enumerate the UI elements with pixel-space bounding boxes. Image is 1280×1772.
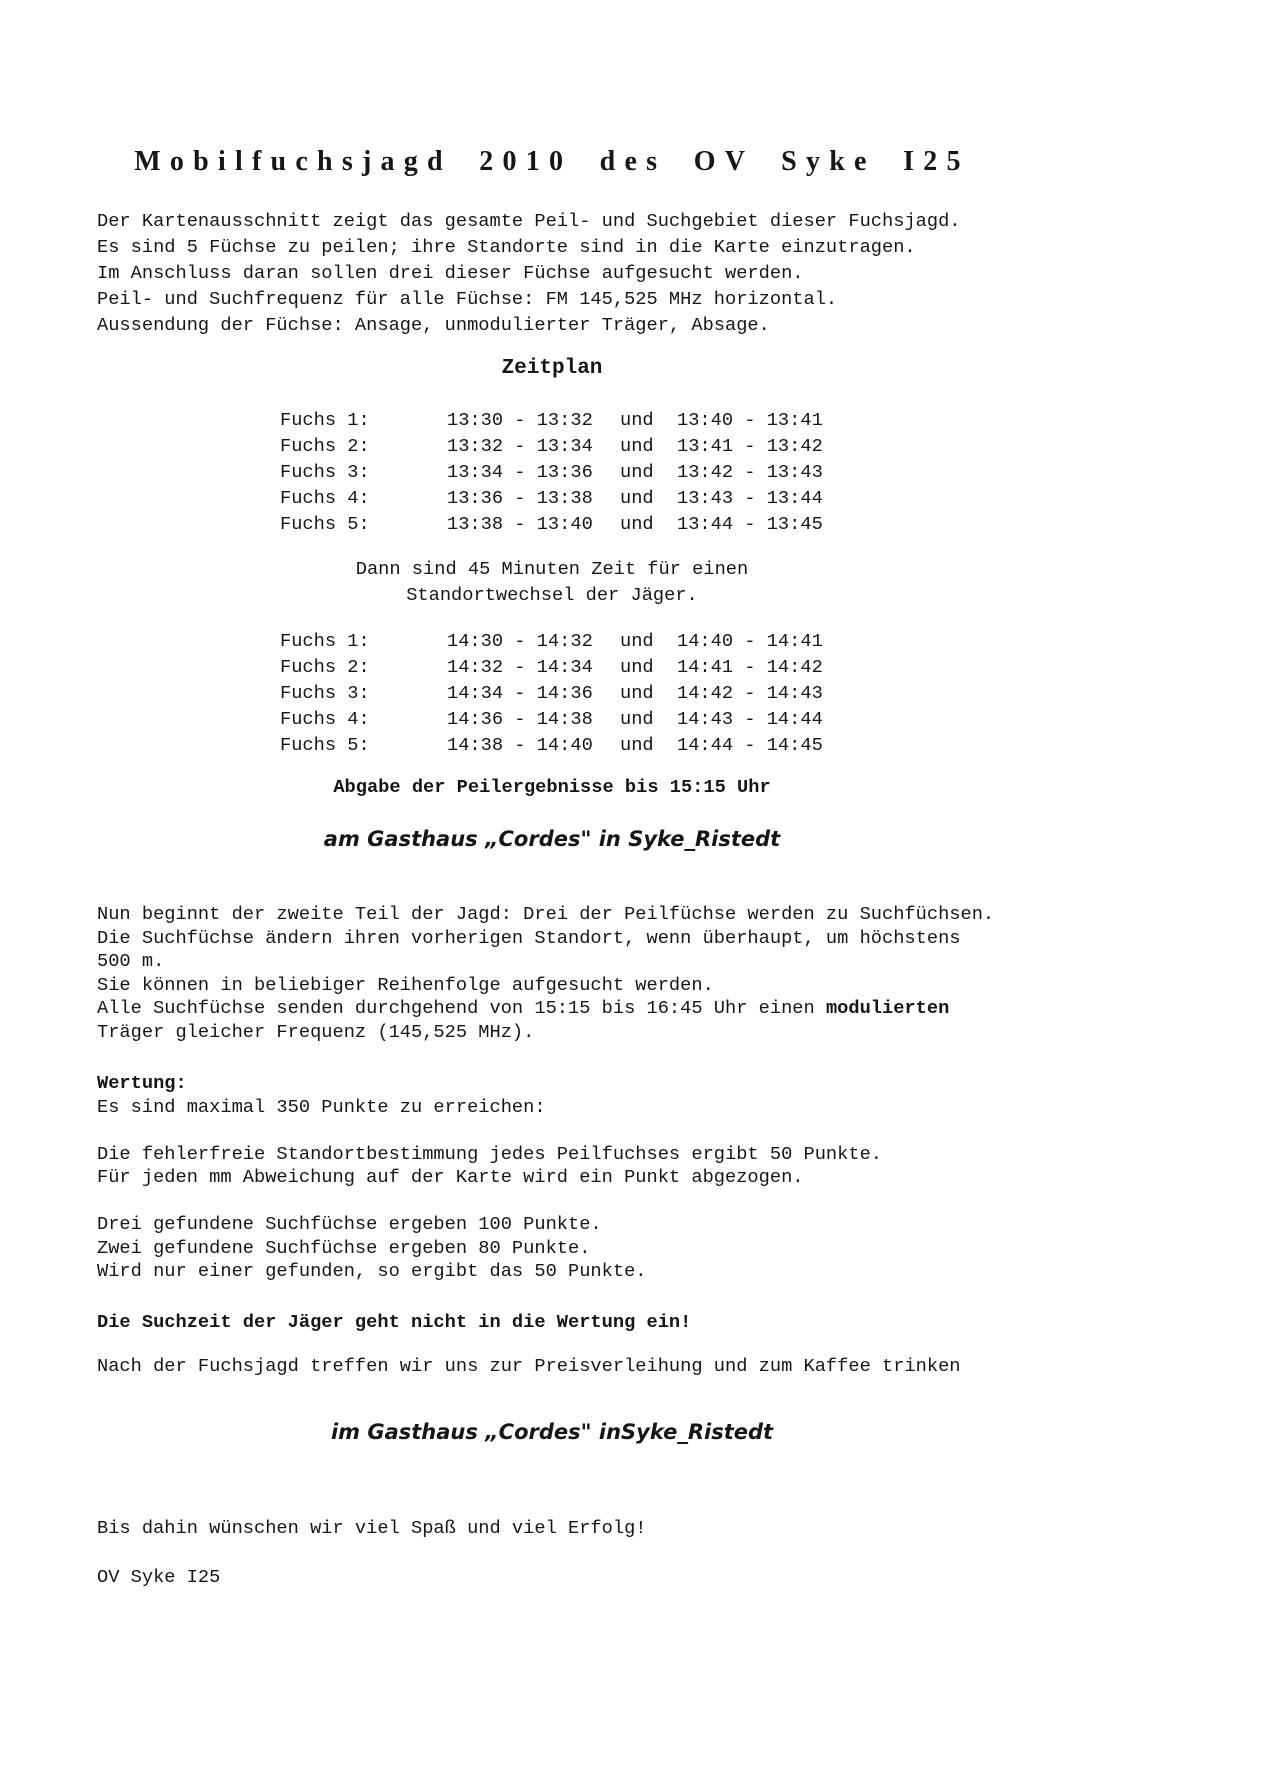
fox-label: Fuchs 1:: [280, 409, 370, 431]
conjunction: und: [620, 461, 654, 483]
interlude-line: Dann sind 45 Minuten Zeit für einen: [355, 558, 749, 580]
signature-line: OV Syke I25: [97, 1565, 221, 1588]
meeting-line: Nach der Fuchsjagd treffen wir uns zur Preisverleihung und zum Kaffee trinken: [97, 1354, 961, 1377]
second-part-paragraph: [97, 903, 1280, 1044]
body-line: Es sind maximal 350 Punkte zu erreichen:: [97, 1095, 546, 1118]
schedule-row: [280, 407, 1280, 433]
fox-label: Fuchs 4:: [280, 487, 370, 509]
time-slot: 14:36 - 14:38: [447, 708, 593, 730]
fox-label: Fuchs 3:: [280, 682, 370, 704]
fox-label: Fuchs 2:: [280, 656, 370, 678]
time-slot: 14:43 - 14:44: [677, 708, 823, 730]
schedule-round-2: [280, 628, 1280, 758]
schedule-row: [280, 706, 1280, 732]
body-line: Träger gleicher Frequenz (145,525 MHz).: [97, 1020, 535, 1043]
time-slot: 14:30 - 14:32: [447, 630, 593, 652]
schedule-round-1: [280, 407, 1280, 537]
schedule-row: [280, 459, 1280, 485]
schedule-row: [280, 628, 1280, 654]
fox-label: Fuchs 4:: [280, 708, 370, 730]
time-slot: 14:38 - 14:40: [447, 734, 593, 756]
time-slot: 13:40 - 13:41: [677, 409, 823, 431]
time-slot: 13:36 - 13:38: [447, 487, 593, 509]
conjunction: und: [620, 630, 654, 652]
conjunction: und: [620, 409, 654, 431]
page-title: Mobilfuchsjagd 2010 des OV Syke I25: [134, 146, 970, 177]
time-slot: 14:41 - 14:42: [677, 656, 823, 678]
intro-line: Aussendung der Füchse: Ansage, unmodulierter Träger, Absage.: [97, 314, 770, 336]
blank-line: [97, 1190, 1280, 1214]
blank-line: [97, 1119, 1280, 1143]
venue-line: im Gasthaus „Cordes" inSyke_Ristedt: [330, 1420, 774, 1444]
conjunction: und: [620, 682, 654, 704]
conjunction: und: [620, 487, 654, 509]
time-slot: 14:42 - 14:43: [677, 682, 823, 704]
body-text: Alle Suchfüchse senden durchgehend von 15:15 bis 16:45 Uhr einen: [97, 997, 826, 1019]
intro-paragraph: [97, 208, 1280, 338]
time-slot: 13:43 - 13:44: [677, 487, 823, 509]
time-slot: 13:32 - 13:34: [447, 435, 593, 457]
body-line: 500 m.: [97, 950, 165, 972]
body-line: Zwei gefundene Suchfüchse ergeben 80 Punkte.: [97, 1236, 591, 1259]
body-line: Nun beginnt der zweite Teil der Jagd: Drei der Peilfüchse werden zu Suchfüchsen.: [97, 903, 995, 925]
schedule-row: [280, 680, 1280, 706]
body-line: [97, 997, 1280, 1021]
fox-label: Fuchs 5:: [280, 734, 370, 756]
time-slot: 14:40 - 14:41: [677, 630, 823, 652]
results-deadline: Abgabe der Peilergebnisse bis 15:15 Uhr: [333, 776, 771, 798]
intro-line: Peil- und Suchfrequenz für alle Füchse: FM 145,525 MHz horizontal.: [97, 288, 838, 310]
body-line: Für jeden mm Abweichung auf der Karte wird ein Punkt abgezogen.: [97, 1166, 804, 1188]
body-line: Sie können in beliebiger Reihenfolge aufgesucht werden.: [97, 973, 714, 996]
scoring-section: [97, 1072, 1280, 1284]
zeitplan-heading: Zeitplan: [501, 357, 603, 380]
conjunction: und: [620, 656, 654, 678]
time-slot: 14:44 - 14:45: [677, 734, 823, 756]
time-slot: 13:42 - 13:43: [677, 461, 823, 483]
fox-label: Fuchs 3:: [280, 461, 370, 483]
time-slot: 13:30 - 13:32: [447, 409, 593, 431]
scoring-emphasis-line: Die Suchzeit der Jäger geht nicht in die Wertung ein!: [97, 1310, 692, 1333]
conjunction: und: [620, 513, 654, 535]
fox-label: Fuchs 1:: [280, 630, 370, 652]
schedule-row: [280, 433, 1280, 459]
time-slot: 14:32 - 14:34: [447, 656, 593, 678]
schedule-row: [280, 732, 1280, 758]
intro-line: Im Anschluss daran sollen drei dieser Füchse aufgesucht werden.: [97, 262, 804, 284]
time-slot: 13:34 - 13:36: [447, 461, 593, 483]
fox-label: Fuchs 2:: [280, 435, 370, 457]
intro-line: Der Kartenausschnitt zeigt das gesamte Peil- und Suchgebiet dieser Fuchsjagd.: [97, 210, 961, 232]
time-slot: 14:34 - 14:36: [447, 682, 593, 704]
farewell-line: Bis dahin wünschen wir viel Spaß und viel Erfolg!: [97, 1517, 647, 1539]
conjunction: und: [620, 708, 654, 730]
body-line: Die Suchfüchse ändern ihren vorherigen Standort, wenn überhaupt, um höchstens: [97, 926, 961, 949]
conjunction: und: [620, 435, 654, 457]
interlude-note: [97, 556, 1007, 608]
fox-label: Fuchs 5:: [280, 513, 370, 535]
conjunction: und: [620, 734, 654, 756]
interlude-line: Standortwechsel der Jäger.: [406, 584, 698, 606]
time-slot: 13:44 - 13:45: [677, 513, 823, 535]
emphasized-word: modulierten: [825, 997, 950, 1019]
time-slot: 13:41 - 13:42: [677, 435, 823, 457]
time-slot: 13:38 - 13:40: [447, 513, 593, 535]
schedule-row: [280, 654, 1280, 680]
schedule-row: [280, 511, 1280, 537]
body-line: Wird nur einer gefunden, so ergibt das 50 Punkte.: [97, 1260, 647, 1282]
intro-line: Es sind 5 Füchse zu peilen; ihre Standorte sind in die Karte einzutragen.: [97, 236, 916, 258]
body-line: Drei gefundene Suchfüchse ergeben 100 Punkte.: [97, 1213, 602, 1235]
scoring-heading: Wertung:: [97, 1072, 187, 1094]
venue-line: am Gasthaus „Cordes" in Syke_Ristedt: [323, 827, 781, 851]
schedule-row: [280, 485, 1280, 511]
body-line: Die fehlerfreie Standortbestimmung jedes Peilfuchses ergibt 50 Punkte.: [97, 1142, 883, 1165]
